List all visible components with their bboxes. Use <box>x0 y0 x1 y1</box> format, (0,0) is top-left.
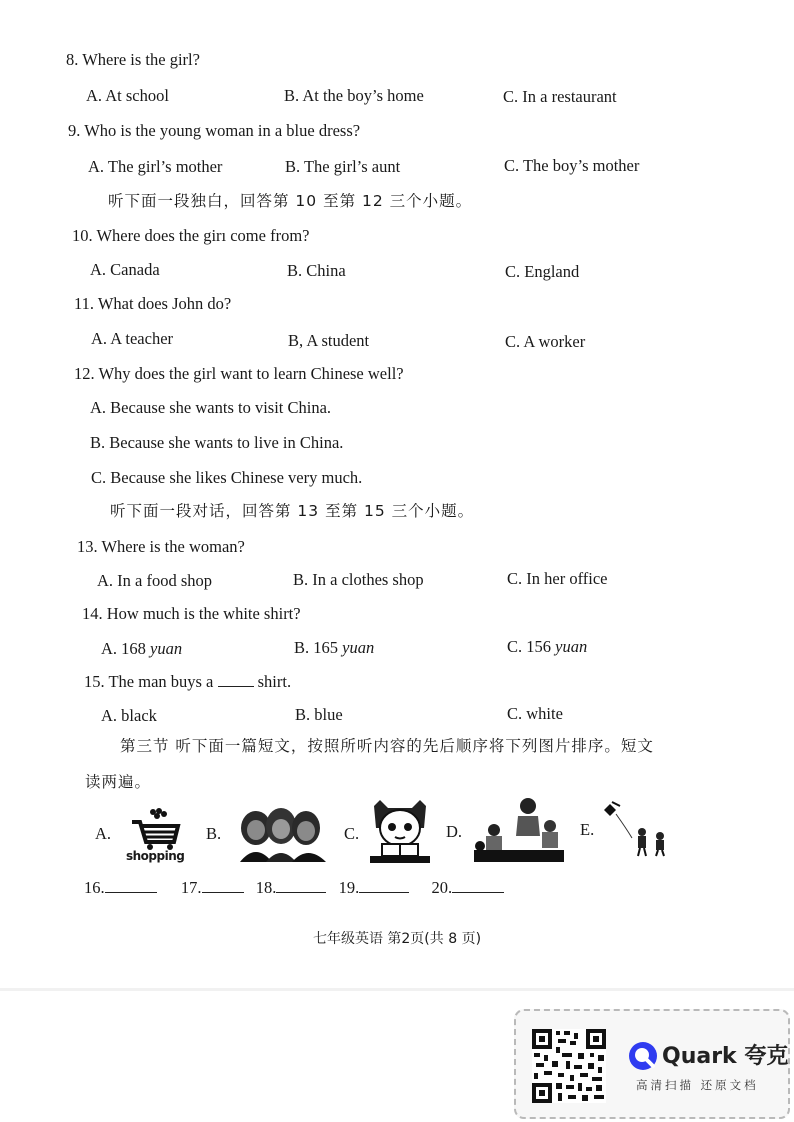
question-11-stem: 11. What does John do? <box>74 294 232 313</box>
yuan-unit: yuan <box>150 639 183 658</box>
q10-option-a: A. Canada <box>90 260 160 279</box>
q14-option-b-text: B. 165 <box>294 638 343 657</box>
answer-19-label: 19. <box>338 878 360 897</box>
answer-19-blank[interactable] <box>359 878 409 893</box>
q14-option-c-text: C. 156 <box>507 637 556 656</box>
q13-option-b: B. In a clothes shop <box>293 570 424 589</box>
q15-stem-end: shirt. <box>253 672 292 691</box>
question-13-stem: 13. Where is the woman? <box>77 537 245 556</box>
q14-option-a-text: A. 168 <box>101 639 151 658</box>
q9-option-a: A. The girl’s mother <box>88 157 223 176</box>
quark-logo-icon <box>628 1041 658 1071</box>
q15-option-b: B. blue <box>295 705 343 724</box>
q14-option-c <box>507 637 587 657</box>
q9-option-b: B. The girl’s aunt <box>285 157 401 176</box>
q8-option-c: C. In a restaurant <box>503 87 617 106</box>
q13-option-a: A. In a food shop <box>97 571 213 590</box>
q12-option-c: C. Because she likes Chinese very much. <box>91 468 363 487</box>
monologue-instruction: 听下面一段独白，回答第 10 至第 12 三个小题。 <box>108 192 473 210</box>
answer-20-blank[interactable] <box>452 878 504 893</box>
picture-e-label: E. <box>580 820 595 839</box>
question-9-stem: 9. Who is the young woman in a blue dress? <box>68 121 361 140</box>
answer-16-blank[interactable] <box>105 878 157 893</box>
question-8-stem: 8. Where is the girl? <box>66 50 200 69</box>
answer-17-label: 17. <box>180 878 202 897</box>
question-15-stem <box>84 672 291 692</box>
question-12-stem: 12. Why does the girl want to learn Chinese well? <box>74 364 404 383</box>
picture-c-label: C. <box>344 824 360 843</box>
q8-option-b: B. At the boy’s home <box>284 86 424 105</box>
picture-a-label: A. <box>95 824 112 843</box>
page-divider <box>0 988 794 991</box>
answer-blanks-row <box>84 878 504 898</box>
q11-option-c: C. A worker <box>505 332 586 351</box>
q10-option-c: C. England <box>505 262 580 281</box>
qr-code-icon <box>532 1029 606 1103</box>
question-14-stem: 14. How much is the white shirt? <box>82 604 301 623</box>
dialogue-instruction: 听下面一段对话，回答第 13 至第 15 三个小题。 <box>110 502 475 520</box>
answer-18-blank[interactable] <box>276 878 326 893</box>
q12-option-b: B. Because she wants to live in China. <box>90 433 344 452</box>
quark-tagline: 高清扫描 还原文档 <box>636 1078 759 1092</box>
picture-b-label: B. <box>206 824 222 843</box>
q11-option-a: A. A teacher <box>91 329 174 348</box>
q15-stem-start: 15. The man buys a <box>84 672 218 691</box>
picture-d-label: D. <box>446 822 463 841</box>
q11-option-b: B, A student <box>288 331 370 350</box>
q15-blank <box>218 672 254 687</box>
page-footer: 七年级英语 第2页(共 8 页) <box>312 931 482 947</box>
question-10-stem: 10. Where does the girı come from? <box>72 226 310 245</box>
q13-option-c: C. In her office <box>507 569 608 588</box>
q12-option-a: A. Because she wants to visit China. <box>90 398 332 417</box>
q14-option-b <box>294 638 374 658</box>
family-dinner-picture <box>470 796 566 864</box>
girl-reading-picture <box>368 798 432 864</box>
yuan-unit: yuan <box>342 638 375 657</box>
q15-option-c: C. white <box>507 704 563 723</box>
q15-option-a: A. black <box>101 706 157 725</box>
q9-option-c: C. The boy’s mother <box>504 156 640 175</box>
answer-16-label: 16. <box>84 878 105 897</box>
quark-brand-name: Quark 夸克 <box>662 1044 789 1069</box>
section-3-instruction-cont: 读两遍。 <box>85 773 152 791</box>
answer-17-blank[interactable] <box>202 878 244 893</box>
quark-watermark <box>514 1009 790 1119</box>
family-group-picture <box>236 804 332 862</box>
answer-20-label: 20. <box>431 878 453 897</box>
yuan-unit: yuan <box>555 637 588 656</box>
q8-option-a: A. At school <box>86 86 169 105</box>
shopping-caption: shopping <box>126 849 185 863</box>
section-3-instruction: 第三节 听下面一篇短文，按照所听内容的先后顺序将下列图片排序。短文 <box>120 737 654 755</box>
shopping-cart-picture <box>124 806 184 866</box>
answer-18-label: 18. <box>255 878 277 897</box>
q10-option-b: B. China <box>287 261 346 280</box>
q14-option-a <box>101 639 182 659</box>
kids-kite-picture <box>602 798 674 862</box>
